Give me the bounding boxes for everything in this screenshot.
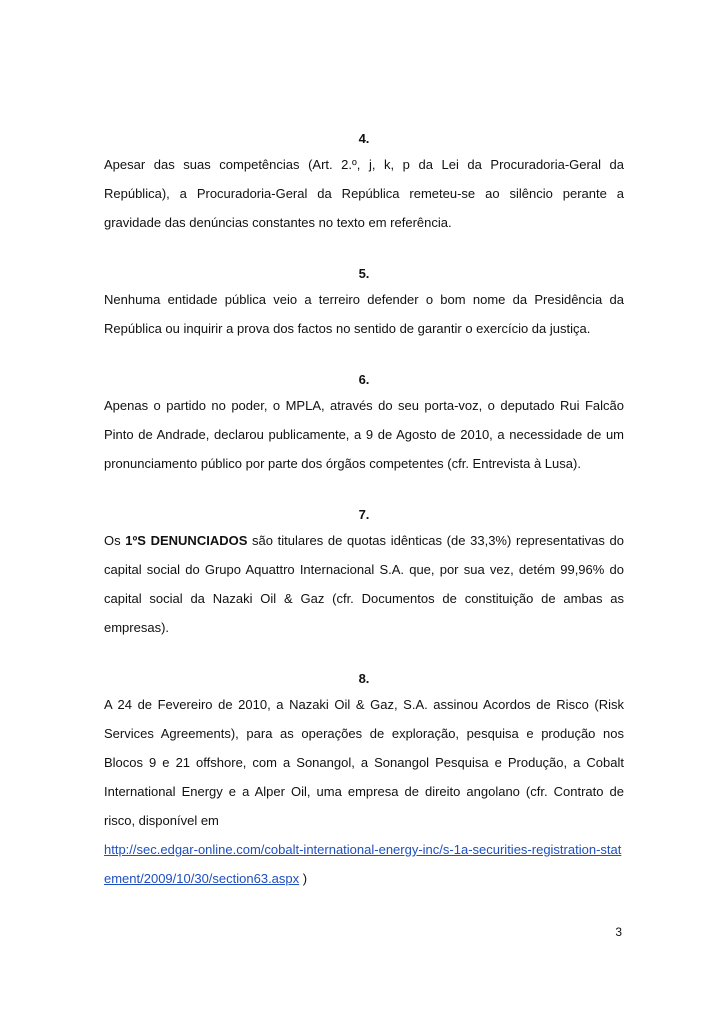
- section-paragraph: [104, 526, 624, 642]
- section-number: 7.: [358, 507, 370, 522]
- section-number: 4.: [358, 131, 370, 146]
- paragraph-text: são titulares de quotas idênticas (de 33,3%) representativas do capital social do Grupo Aquattro Internacional S.A. que, por sua vez, detém 99,96% do capital social da Nazaki Oil & Gaz (cfr. Documentos de constituição de ambas as empresas).: [104, 533, 624, 635]
- section-7: [104, 504, 624, 642]
- section-paragraph: Nenhuma entidade pública veio a terreiro defender o bom nome da Presidência da República ou inquirir a prova dos factos no sentido de garantir o exercício da justiça.: [104, 292, 624, 336]
- section-6: [104, 369, 624, 478]
- section-paragraph: Apesar das suas competências (Art. 2.º, j, k, p da Lei da Procuradoria-Geral da República), a Procuradoria-Geral da República remeteu-se ao silêncio perante a gravidade das denúncias constantes no texto em referência.: [104, 157, 624, 230]
- paragraph-text: Os: [104, 533, 126, 548]
- section-paragraph: Apenas o partido no poder, o MPLA, através do seu porta-voz, o deputado Rui Falcão Pinto de Andrade, declarou publicamente, a 9 de Agosto de 2010, a necessidade de um pronunciamento público por parte dos órgãos competentes (cfr. Entrevista à Lusa).: [104, 398, 624, 471]
- section-number: 5.: [358, 266, 370, 281]
- section-8: [104, 668, 624, 893]
- section-paragraph: [104, 690, 624, 893]
- section-4: [104, 128, 624, 237]
- section-5: [104, 263, 624, 343]
- paragraph-text: A 24 de Fevereiro de 2010, a Nazaki Oil & Gaz, S.A. assinou Acordos de Risco (Risk Services Agreements), para as operações de exploração, pesquisa e produção nos Blocos 9 e 21 offshore, com a Sonangol, a Sonangol Pesquisa e Produção, a Cobalt International Energy e a Alper Oil, uma empresa de direito angolano (cfr. Contrato de risco, disponível em: [104, 697, 624, 828]
- section-number: 8.: [358, 671, 370, 686]
- page-number: 3: [615, 925, 622, 939]
- document-page: [104, 128, 624, 919]
- denunciados-label: 1ºS DENUNCIADOS: [125, 533, 248, 548]
- contract-link[interactable]: http://sec.edgar-online.com/cobalt-international-energy-inc/s-1a-securities-registration-statement/2009/10/30/section63.aspx: [104, 842, 622, 886]
- paragraph-text: ): [299, 871, 308, 886]
- section-number: 6.: [358, 372, 370, 387]
